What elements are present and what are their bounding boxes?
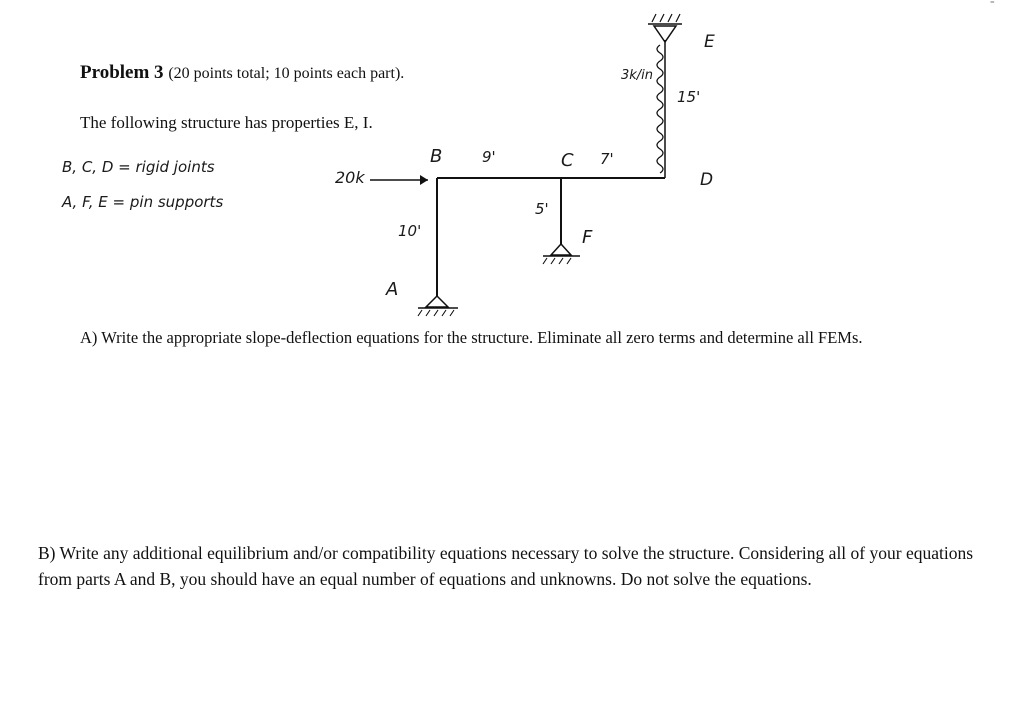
problem-intro: The following structure has properties E, I. [80, 113, 373, 132]
joint-d-label: D [700, 170, 714, 190]
horizontal-load-label: 20k [335, 168, 365, 187]
dimension-bc: 9' [482, 148, 496, 166]
part-b-question: B) Write any additional equilibrium and/or compatibility equations necessary to solve the structure. Considering all of your equations from parts A and B, you should have an equal number of equations and unknowns. Do not solve the equations. [38, 543, 974, 589]
problem-points: (20 points total; 10 points each part). [168, 65, 405, 82]
spring-stiffness-label: 3k/in [621, 68, 654, 83]
pin-supports-note: A, F, E = pin supports [62, 193, 224, 211]
dimension-de: 15' [677, 88, 701, 106]
support-e-label: E [704, 32, 715, 52]
support-a-label: A [386, 279, 399, 300]
dimension-ab: 10' [398, 222, 422, 240]
pin-support-a [426, 296, 448, 307]
joint-b-label: B [430, 146, 443, 167]
support-f-label: F [582, 227, 593, 248]
problem-number: Problem 3 [80, 62, 164, 83]
spring-coil [657, 45, 663, 173]
pin-support-f [551, 244, 571, 255]
joint-c-label: C [561, 150, 574, 171]
pin-support-e [654, 26, 676, 42]
page-corner-mark: - [990, 0, 995, 9]
dimension-cd: 7' [600, 150, 614, 168]
rigid-joints-note: B, C, D = rigid joints [62, 158, 215, 176]
dimension-cf: 5' [535, 200, 549, 218]
part-a-question: A) Write the appropriate slope-deflection equations for the structure. Eliminate all zero terms and determine all FEMs. [80, 328, 863, 347]
